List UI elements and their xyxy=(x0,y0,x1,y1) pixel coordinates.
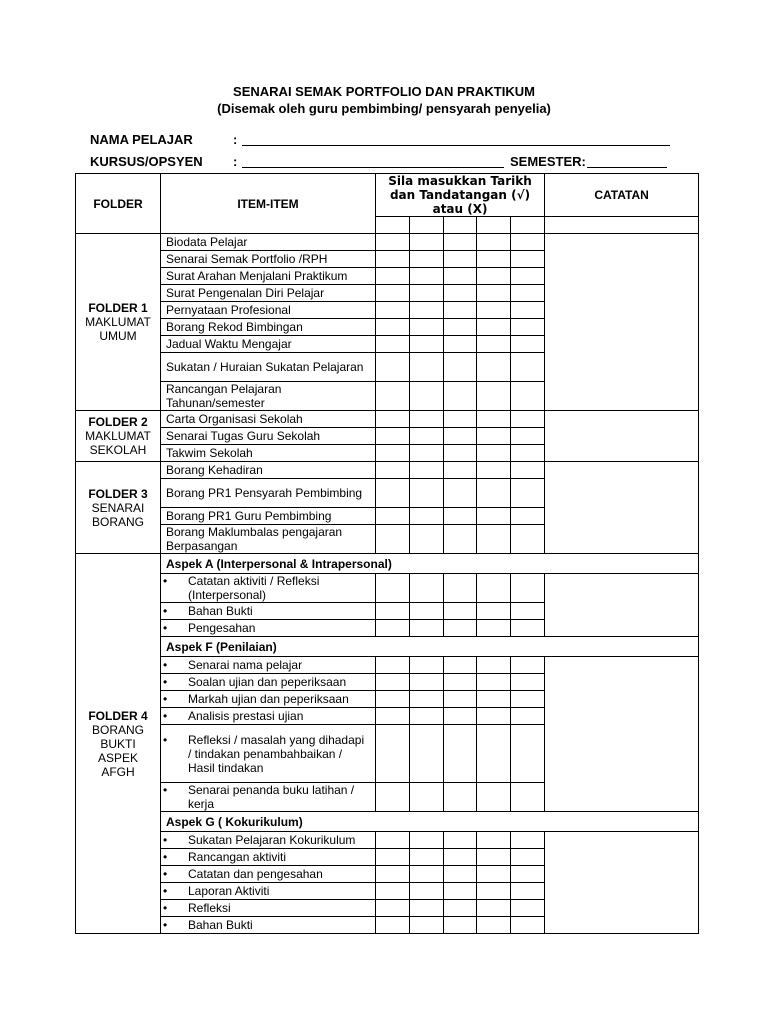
date-sign-cell[interactable] xyxy=(511,302,545,319)
date-sign-cell[interactable] xyxy=(477,620,511,637)
date-sign-cell[interactable] xyxy=(477,217,511,234)
item-text: Bahan Bukti xyxy=(188,918,253,932)
date-sign-cell[interactable] xyxy=(511,251,545,268)
date-sign-cell[interactable] xyxy=(511,234,545,251)
date-sign-cell[interactable] xyxy=(376,832,410,849)
items-header: ITEM-ITEM xyxy=(161,174,376,234)
folder-desc: ASPEK xyxy=(97,750,139,765)
kursus-opsyen-label: KURSUS/OPSYEN xyxy=(90,154,203,169)
date-sign-cell[interactable] xyxy=(410,883,444,900)
date-sign-cell[interactable] xyxy=(511,725,545,783)
date-sign-cell[interactable] xyxy=(444,217,477,234)
date-sign-cell[interactable] xyxy=(444,603,477,620)
date-sign-cell[interactable] xyxy=(410,462,444,479)
date-sign-cell[interactable] xyxy=(410,603,444,620)
date-sign-cell[interactable] xyxy=(376,217,410,234)
bullet-icon: • xyxy=(163,884,168,898)
date-sign-cell[interactable] xyxy=(477,917,511,934)
date-sign-cell[interactable] xyxy=(376,691,410,708)
bullet-icon: • xyxy=(163,675,168,689)
aspek-title: Aspek A (Interpersonal & Intrapersonal) xyxy=(161,554,699,574)
date-sign-cell[interactable] xyxy=(444,234,477,251)
date-sign-cell[interactable] xyxy=(444,917,477,934)
date-sign-cell[interactable] xyxy=(511,319,545,336)
date-sign-cell[interactable] xyxy=(477,353,511,382)
date-sign-cell[interactable] xyxy=(477,883,511,900)
folder-name: FOLDER 1 xyxy=(88,301,148,315)
date-sign-cell[interactable] xyxy=(477,674,511,691)
item-text: Rancangan aktiviti xyxy=(188,850,287,864)
folder-label-f2 xyxy=(76,411,161,462)
bullet-icon: • xyxy=(163,783,168,797)
date-sign-cell[interactable] xyxy=(511,428,545,445)
date-sign-cell[interactable] xyxy=(410,336,444,353)
date-sign-cell[interactable] xyxy=(477,849,511,866)
item-text: Senarai penanda buku latihan / kerja xyxy=(188,783,355,811)
item-text: Sukatan Pelajaran Kokurikulum xyxy=(188,833,356,847)
item-label xyxy=(161,620,376,637)
date-sign-cell[interactable] xyxy=(376,462,410,479)
date-sign-cell[interactable] xyxy=(477,411,511,428)
item-label: Pernyataan Profesional xyxy=(161,302,376,319)
bullet-icon: • xyxy=(163,621,168,635)
aspek-title: Aspek G ( Kokurikulum) xyxy=(161,812,699,832)
date-sign-cell[interactable] xyxy=(511,674,545,691)
item-text: Refleksi xyxy=(188,901,231,915)
item-text: Refleksi / masalah yang dihadapi / tindakan penambahbaikan / Hasil tindakan xyxy=(188,732,365,775)
date-sign-cell[interactable] xyxy=(444,691,477,708)
item-label: Borang Rekod Bimbingan xyxy=(161,319,376,336)
table-row xyxy=(76,657,699,674)
folder-label-f3 xyxy=(76,462,161,554)
date-sign-cell[interactable] xyxy=(511,574,545,603)
date-sign-cell[interactable] xyxy=(376,479,410,508)
date-sign-cell[interactable] xyxy=(376,234,410,251)
item-label: Senarai Semak Portfolio /RPH xyxy=(161,251,376,268)
date-sign-cell[interactable] xyxy=(444,674,477,691)
table-row xyxy=(76,832,699,849)
date-sign-cell[interactable] xyxy=(410,832,444,849)
bullet-icon: • xyxy=(163,604,168,618)
date-sign-cell[interactable] xyxy=(444,508,477,525)
bullet-icon: • xyxy=(163,732,168,747)
date-sign-cell[interactable] xyxy=(511,382,545,411)
folder-desc: BUKTI xyxy=(100,736,136,751)
date-sign-cell[interactable] xyxy=(444,783,477,812)
date-sign-cell[interactable] xyxy=(511,691,545,708)
date-sign-cell[interactable] xyxy=(410,217,444,234)
folder-name: FOLDER 2 xyxy=(88,415,148,429)
item-label: Biodata Pelajar xyxy=(161,234,376,251)
date-sign-cell[interactable] xyxy=(511,285,545,302)
bullet-icon: • xyxy=(163,709,168,723)
item-label: Borang PR1 Guru Pembimbing xyxy=(161,508,376,525)
date-sign-cell[interactable] xyxy=(376,382,410,411)
date-sign-cell[interactable] xyxy=(410,849,444,866)
date-sign-cell[interactable] xyxy=(410,783,444,812)
date-sign-cell[interactable] xyxy=(410,285,444,302)
date-sign-cell[interactable] xyxy=(511,657,545,674)
item-label: Borang Maklumbalas pengajaran Berpasangan xyxy=(161,525,376,554)
bullet-icon: • xyxy=(163,833,168,847)
date-sign-cell[interactable] xyxy=(444,411,477,428)
item-label xyxy=(161,900,376,917)
bullet-icon: • xyxy=(163,850,168,864)
date-sign-cell[interactable] xyxy=(376,336,410,353)
item-text: Soalan ujian dan peperiksaan xyxy=(188,675,347,689)
date-sign-cell[interactable] xyxy=(410,525,444,554)
date-sign-cell[interactable] xyxy=(477,234,511,251)
date-sign-cell[interactable] xyxy=(511,268,545,285)
date-sign-cell[interactable] xyxy=(477,574,511,603)
date-sign-cell[interactable] xyxy=(444,479,477,508)
catatan-cell[interactable] xyxy=(545,217,699,234)
date-sign-cell[interactable] xyxy=(511,217,545,234)
date-sign-cell[interactable] xyxy=(410,574,444,603)
nama-pelajar-field[interactable] xyxy=(242,145,670,146)
form-subtitle: (Disemak oleh guru pembimbing/ pensyarah penyelia) xyxy=(217,101,551,116)
item-label: Borang Kehadiran xyxy=(161,462,376,479)
date-sign-cell[interactable] xyxy=(376,917,410,934)
date-sign-cell[interactable] xyxy=(410,866,444,883)
item-label xyxy=(161,832,376,849)
folder-desc: MAKLUMAT xyxy=(85,429,151,443)
date-sign-cell[interactable] xyxy=(511,411,545,428)
date-sign-cell[interactable] xyxy=(376,302,410,319)
date-sign-cell[interactable] xyxy=(444,382,477,411)
date-sign-cell[interactable] xyxy=(444,462,477,479)
date-sign-cell[interactable] xyxy=(477,251,511,268)
date-sign-cell[interactable] xyxy=(444,620,477,637)
folder-desc: SENARAI xyxy=(91,500,145,515)
item-label: Jadual Waktu Mengajar xyxy=(161,336,376,353)
date-sign-cell[interactable] xyxy=(376,268,410,285)
date-sign-cell[interactable] xyxy=(444,900,477,917)
date-sign-cell[interactable] xyxy=(376,319,410,336)
item-text: Markah ujian dan peperiksaan xyxy=(188,692,349,706)
date-sign-cell[interactable] xyxy=(376,883,410,900)
date-sign-cell[interactable] xyxy=(410,319,444,336)
date-sign-cell[interactable] xyxy=(511,783,545,812)
date-sign-cell[interactable] xyxy=(511,603,545,620)
date-sign-cell[interactable] xyxy=(444,302,477,319)
date-sign-cell[interactable] xyxy=(410,657,444,674)
date-sign-cell[interactable] xyxy=(477,285,511,302)
date-sign-cell[interactable] xyxy=(511,353,545,382)
date-sign-cell[interactable] xyxy=(477,900,511,917)
date-sign-cell[interactable] xyxy=(444,336,477,353)
date-sign-cell[interactable] xyxy=(511,849,545,866)
folder-name: FOLDER 4 xyxy=(88,708,148,723)
folder-desc: MAKLUMAT xyxy=(85,315,151,329)
date-sign-cell[interactable] xyxy=(511,832,545,849)
date-sign-cell[interactable] xyxy=(444,319,477,336)
item-label xyxy=(161,883,376,900)
bullet-icon: • xyxy=(163,918,168,932)
folder-desc: SEKOLAH xyxy=(89,443,147,457)
date-sign-cell[interactable] xyxy=(444,445,477,462)
catatan-cell[interactable] xyxy=(545,234,699,411)
item-label xyxy=(161,917,376,934)
checklist-table xyxy=(75,173,699,934)
catatan-header: CATATAN xyxy=(545,174,699,217)
date-sign-cell[interactable] xyxy=(477,462,511,479)
semester-label: SEMESTER: xyxy=(510,154,586,169)
date-sign-cell[interactable] xyxy=(477,428,511,445)
date-sign-cell[interactable] xyxy=(444,883,477,900)
date-sign-cell[interactable] xyxy=(410,353,444,382)
date-sign-cell[interactable] xyxy=(477,268,511,285)
date-sign-cell[interactable] xyxy=(376,353,410,382)
item-label xyxy=(161,674,376,691)
date-sign-cell[interactable] xyxy=(410,445,444,462)
item-label: Carta Organisasi Sekolah xyxy=(161,411,376,428)
date-sign-cell[interactable] xyxy=(477,302,511,319)
item-label xyxy=(161,574,376,603)
date-sign-cell[interactable] xyxy=(511,479,545,508)
date-sign-cell[interactable] xyxy=(376,445,410,462)
date-sign-cell[interactable] xyxy=(376,725,410,783)
colon: : xyxy=(233,154,238,169)
semester-field[interactable] xyxy=(587,167,667,168)
date-sign-cell[interactable] xyxy=(477,708,511,725)
date-sign-cell[interactable] xyxy=(444,866,477,883)
date-sign-cell[interactable] xyxy=(444,708,477,725)
date-sign-cell[interactable] xyxy=(376,603,410,620)
date-sign-cell[interactable] xyxy=(410,917,444,934)
table-row xyxy=(76,462,699,479)
aspek-header-row xyxy=(76,554,699,574)
table-row xyxy=(76,234,699,251)
catatan-cell[interactable] xyxy=(545,832,699,934)
bullet-icon: • xyxy=(163,901,168,915)
date-sign-cell[interactable] xyxy=(444,574,477,603)
table-row xyxy=(76,411,699,428)
date-sign-cell[interactable] xyxy=(477,479,511,508)
date-sign-cell[interactable] xyxy=(444,832,477,849)
date-sign-cell[interactable] xyxy=(511,508,545,525)
date-sign-cell[interactable] xyxy=(376,674,410,691)
folder-desc: UMUM xyxy=(99,329,137,343)
date-sign-cell[interactable] xyxy=(477,603,511,620)
date-sign-cell[interactable] xyxy=(477,832,511,849)
aspek-header-row xyxy=(76,637,699,657)
date-sign-cell[interactable] xyxy=(376,574,410,603)
date-sign-cell[interactable] xyxy=(444,657,477,674)
aspek-title: Aspek F (Penilaian) xyxy=(161,637,699,657)
date-sign-cell[interactable] xyxy=(410,725,444,783)
date-sign-cell[interactable] xyxy=(444,285,477,302)
date-sign-cell[interactable] xyxy=(410,428,444,445)
catatan-cell[interactable] xyxy=(545,574,699,637)
date-sign-cell[interactable] xyxy=(477,319,511,336)
item-label: Surat Arahan Menjalani Praktikum xyxy=(161,268,376,285)
date-sign-cell[interactable] xyxy=(410,302,444,319)
folder-label-f4 xyxy=(76,554,161,934)
date-sign-cell[interactable] xyxy=(511,525,545,554)
date-sign-cell[interactable] xyxy=(477,657,511,674)
item-label: Takwim Sekolah xyxy=(161,445,376,462)
folder-desc: BORANG xyxy=(91,514,144,529)
date-sign-cell[interactable] xyxy=(410,251,444,268)
item-label xyxy=(161,657,376,674)
date-sign-cell[interactable] xyxy=(376,866,410,883)
date-sign-cell[interactable] xyxy=(410,382,444,411)
sila-header: Sila masukkan Tarikh dan Tandatangan (√) atau (X) xyxy=(376,174,545,217)
item-label xyxy=(161,725,376,783)
colon: : xyxy=(233,132,238,147)
date-sign-cell[interactable] xyxy=(376,428,410,445)
date-sign-cell[interactable] xyxy=(410,708,444,725)
date-sign-cell[interactable] xyxy=(511,445,545,462)
date-sign-cell[interactable] xyxy=(376,411,410,428)
catatan-cell[interactable] xyxy=(545,411,699,462)
item-text: Pengesahan xyxy=(188,621,256,635)
date-sign-cell[interactable] xyxy=(410,900,444,917)
item-label xyxy=(161,603,376,620)
item-label xyxy=(161,691,376,708)
date-sign-cell[interactable] xyxy=(444,353,477,382)
item-label: Surat Pengenalan Diri Pelajar xyxy=(161,285,376,302)
date-sign-cell[interactable] xyxy=(376,285,410,302)
date-sign-cell[interactable] xyxy=(376,708,410,725)
date-sign-cell[interactable] xyxy=(444,725,477,783)
item-label xyxy=(161,866,376,883)
date-sign-cell[interactable] xyxy=(376,251,410,268)
date-sign-cell[interactable] xyxy=(477,866,511,883)
item-text: Bahan Bukti xyxy=(188,604,253,618)
date-sign-cell[interactable] xyxy=(477,445,511,462)
date-sign-cell[interactable] xyxy=(477,525,511,554)
date-sign-cell[interactable] xyxy=(410,411,444,428)
item-label xyxy=(161,783,376,812)
bullet-icon: • xyxy=(163,574,168,588)
date-sign-cell[interactable] xyxy=(376,783,410,812)
item-label: Borang PR1 Pensyarah Pembimbing xyxy=(161,479,376,508)
item-text: Catatan dan pengesahan xyxy=(188,867,323,881)
date-sign-cell[interactable] xyxy=(477,691,511,708)
date-sign-cell[interactable] xyxy=(511,866,545,883)
item-label xyxy=(161,708,376,725)
item-text: Catatan aktiviti / Refleksi (Interpersonal) xyxy=(188,574,320,602)
date-sign-cell[interactable] xyxy=(511,708,545,725)
date-sign-cell[interactable] xyxy=(410,691,444,708)
bullet-icon: • xyxy=(163,692,168,706)
bullet-icon: • xyxy=(163,658,168,672)
item-label: Sukatan / Huraian Sukatan Pelajaran xyxy=(161,353,376,382)
item-text: Laporan Aktiviti xyxy=(188,884,270,898)
item-label xyxy=(161,849,376,866)
nama-pelajar-label: NAMA PELAJAR xyxy=(90,132,193,147)
date-sign-cell[interactable] xyxy=(444,268,477,285)
bullet-icon: • xyxy=(163,867,168,881)
date-sign-cell[interactable] xyxy=(410,508,444,525)
date-sign-cell[interactable] xyxy=(410,479,444,508)
date-sign-cell[interactable] xyxy=(410,620,444,637)
item-text: Senarai nama pelajar xyxy=(188,658,303,672)
table-row xyxy=(76,574,699,603)
date-sign-cell[interactable] xyxy=(477,508,511,525)
date-sign-cell[interactable] xyxy=(376,849,410,866)
date-sign-cell[interactable] xyxy=(444,849,477,866)
date-sign-cell[interactable] xyxy=(444,251,477,268)
folder-label-f1 xyxy=(76,234,161,411)
date-sign-cell[interactable] xyxy=(410,234,444,251)
date-sign-cell[interactable] xyxy=(376,900,410,917)
date-sign-cell[interactable] xyxy=(410,268,444,285)
date-sign-cell[interactable] xyxy=(511,883,545,900)
date-sign-cell[interactable] xyxy=(477,336,511,353)
folder-desc: AFGH xyxy=(101,764,135,779)
date-sign-cell[interactable] xyxy=(477,783,511,812)
date-sign-cell[interactable] xyxy=(477,382,511,411)
date-sign-cell[interactable] xyxy=(511,900,545,917)
form-title: SENARAI SEMAK PORTFOLIO DAN PRAKTIKUM xyxy=(233,84,535,99)
date-sign-cell[interactable] xyxy=(376,508,410,525)
item-label: Rancangan Pelajaran Tahunan/semester xyxy=(161,382,376,411)
date-sign-cell[interactable] xyxy=(376,657,410,674)
catatan-cell[interactable] xyxy=(545,657,699,812)
folder-header: FOLDER xyxy=(76,174,161,234)
date-sign-cell[interactable] xyxy=(376,620,410,637)
date-sign-cell[interactable] xyxy=(376,525,410,554)
date-sign-cell[interactable] xyxy=(477,725,511,783)
date-sign-cell[interactable] xyxy=(410,674,444,691)
item-label: Senarai Tugas Guru Sekolah xyxy=(161,428,376,445)
date-sign-cell[interactable] xyxy=(511,462,545,479)
date-sign-cell[interactable] xyxy=(511,620,545,637)
date-sign-cell[interactable] xyxy=(444,428,477,445)
folder-name: FOLDER 3 xyxy=(88,486,148,501)
date-sign-cell[interactable] xyxy=(511,336,545,353)
catatan-cell[interactable] xyxy=(545,462,699,554)
date-sign-cell[interactable] xyxy=(444,525,477,554)
date-sign-cell[interactable] xyxy=(511,917,545,934)
kursus-opsyen-field[interactable] xyxy=(242,167,504,168)
aspek-header-row xyxy=(76,812,699,832)
folder-desc: BORANG xyxy=(91,722,144,737)
item-text: Analisis prestasi ujian xyxy=(188,709,304,723)
